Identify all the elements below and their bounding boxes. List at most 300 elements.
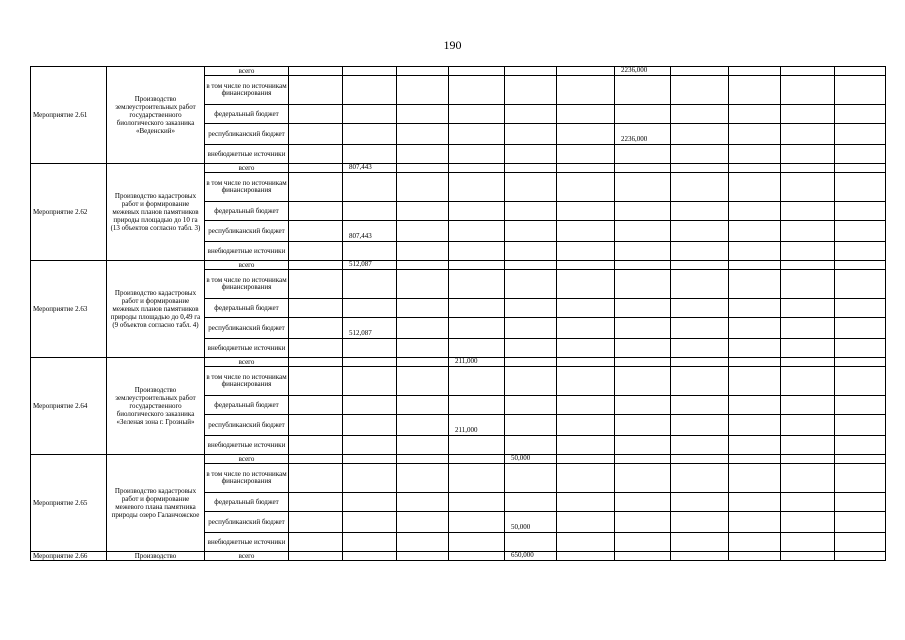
value-cell — [835, 318, 886, 339]
value-cell — [781, 299, 835, 318]
funding-source-label: федеральный бюджет — [205, 396, 289, 415]
value-cell — [449, 261, 505, 270]
value-cell — [781, 415, 835, 436]
value-cell — [671, 415, 729, 436]
value-cell — [671, 533, 729, 552]
value-cell — [729, 221, 781, 242]
value-cell — [557, 464, 615, 493]
value-cell — [729, 270, 781, 299]
value-cell — [835, 76, 886, 105]
budget-table — [30, 66, 886, 561]
funding-source-label: в том числе по источникам финансирования — [205, 173, 289, 202]
value-cell: 211,000 — [449, 415, 505, 436]
value-cell — [505, 173, 557, 202]
value-cell — [397, 367, 449, 396]
value-cell — [449, 164, 505, 173]
value-cell — [289, 436, 343, 455]
value-cell — [505, 124, 557, 145]
value-cell — [557, 512, 615, 533]
funding-source-label: в том числе по источникам финансирования — [205, 76, 289, 105]
value-cell — [781, 493, 835, 512]
value-cell — [557, 124, 615, 145]
value-cell — [449, 202, 505, 221]
funding-source-label: всего — [205, 455, 289, 464]
value-cell — [615, 533, 671, 552]
value-cell — [343, 552, 397, 561]
value-cell — [729, 164, 781, 173]
value-cell — [397, 533, 449, 552]
value-cell — [289, 221, 343, 242]
value-cell — [615, 455, 671, 464]
value-cell — [835, 270, 886, 299]
value-cell — [289, 358, 343, 367]
value-cell — [343, 367, 397, 396]
value-cell — [781, 339, 835, 358]
value-cell — [835, 339, 886, 358]
value-cell — [289, 455, 343, 464]
value-cell — [505, 358, 557, 367]
value-cell — [729, 124, 781, 145]
value-cell — [729, 358, 781, 367]
value-cell — [397, 105, 449, 124]
value-cell: 807,443 — [343, 221, 397, 242]
measure-description: Производство землеустроительных работ государственного биологического заказника «Веденский» — [107, 67, 205, 164]
value-cell: 512,087 — [343, 261, 397, 270]
value-cell — [343, 533, 397, 552]
value-cell — [615, 318, 671, 339]
value-cell — [505, 493, 557, 512]
value-cell — [729, 396, 781, 415]
value-cell — [289, 173, 343, 202]
value-cell — [505, 76, 557, 105]
value-cell — [449, 318, 505, 339]
value-cell — [289, 124, 343, 145]
value-cell — [449, 367, 505, 396]
value-cell — [505, 202, 557, 221]
value-cell — [835, 173, 886, 202]
value-cell — [505, 533, 557, 552]
funding-source-label: республиканский бюджет — [205, 221, 289, 242]
table-row — [31, 67, 886, 76]
value-cell — [729, 552, 781, 561]
value-cell — [835, 455, 886, 464]
value-cell — [615, 367, 671, 396]
value-cell — [615, 436, 671, 455]
value-cell — [557, 396, 615, 415]
value-cell — [671, 493, 729, 512]
value-cell — [835, 396, 886, 415]
value-cell — [671, 173, 729, 202]
value-cell — [343, 358, 397, 367]
measure-description: Производство кадастровых работ и формирование межевого плана памятника природы озеро Галанчожское — [107, 455, 205, 552]
value-cell — [397, 124, 449, 145]
value-cell — [343, 124, 397, 145]
value-cell — [781, 124, 835, 145]
value-cell: 807,443 — [343, 164, 397, 173]
funding-source-label: федеральный бюджет — [205, 493, 289, 512]
value-cell — [343, 270, 397, 299]
funding-source-label: федеральный бюджет — [205, 202, 289, 221]
value-cell — [615, 415, 671, 436]
value-cell — [557, 173, 615, 202]
value-cell — [397, 436, 449, 455]
funding-source-label: в том числе по источникам финансирования — [205, 270, 289, 299]
value-cell — [781, 396, 835, 415]
funding-source-label: всего — [205, 164, 289, 173]
value-cell — [835, 552, 886, 561]
value-cell — [397, 358, 449, 367]
value-cell — [449, 124, 505, 145]
value-cell — [557, 436, 615, 455]
value-cell — [449, 270, 505, 299]
value-cell — [557, 242, 615, 261]
funding-source-label: всего — [205, 261, 289, 270]
value-cell — [449, 493, 505, 512]
value-cell — [557, 533, 615, 552]
value-cell — [397, 299, 449, 318]
value-cell — [449, 242, 505, 261]
value-cell — [397, 318, 449, 339]
value-cell — [449, 339, 505, 358]
value-cell — [671, 145, 729, 164]
measure-description: Производство кадастровых работ и формирование межевых планов памятников природы площадью до 10 га (13 объектов согласно табл. 3) — [107, 164, 205, 261]
value-cell — [397, 493, 449, 512]
value-cell — [671, 367, 729, 396]
value-cell — [835, 105, 886, 124]
value-cell — [343, 436, 397, 455]
value-cell — [343, 415, 397, 436]
value-cell — [671, 512, 729, 533]
value-cell — [505, 436, 557, 455]
value-cell — [615, 145, 671, 164]
value-cell — [397, 464, 449, 493]
value-cell — [289, 339, 343, 358]
value-cell — [289, 464, 343, 493]
value-cell: 50,000 — [505, 512, 557, 533]
value-cell — [505, 299, 557, 318]
value-cell — [835, 145, 886, 164]
value-cell — [729, 299, 781, 318]
value-cell — [343, 76, 397, 105]
value-cell — [505, 367, 557, 396]
value-cell — [835, 415, 886, 436]
value-cell — [557, 339, 615, 358]
value-cell — [343, 173, 397, 202]
value-cell — [671, 318, 729, 339]
value-cell — [289, 105, 343, 124]
value-cell — [781, 76, 835, 105]
value-cell — [781, 261, 835, 270]
value-cell — [505, 464, 557, 493]
value-cell — [343, 67, 397, 76]
value-cell — [615, 358, 671, 367]
value-cell — [449, 173, 505, 202]
funding-source-label: федеральный бюджет — [205, 299, 289, 318]
value-cell — [557, 164, 615, 173]
value-cell — [397, 67, 449, 76]
value-cell — [729, 512, 781, 533]
value-cell — [505, 105, 557, 124]
value-cell — [289, 202, 343, 221]
value-cell — [781, 105, 835, 124]
value-cell — [397, 221, 449, 242]
value-cell — [397, 339, 449, 358]
value-cell — [397, 145, 449, 164]
funding-source-label: федеральный бюджет — [205, 105, 289, 124]
value-cell — [729, 105, 781, 124]
measure-id: Мероприятие 2.64 — [31, 358, 107, 455]
value-cell — [557, 270, 615, 299]
value-cell: 211,000 — [449, 358, 505, 367]
value-cell: 512,087 — [343, 318, 397, 339]
value-cell — [781, 358, 835, 367]
measure-id: Мероприятие 2.65 — [31, 455, 107, 552]
value-cell — [671, 436, 729, 455]
measure-id: Мероприятие 2.62 — [31, 164, 107, 261]
value-cell — [671, 270, 729, 299]
value-cell — [343, 464, 397, 493]
value-cell — [343, 242, 397, 261]
value-cell — [835, 493, 886, 512]
value-cell — [449, 105, 505, 124]
funding-source-label: внебюджетные источники — [205, 242, 289, 261]
value-cell — [557, 145, 615, 164]
value-cell — [781, 552, 835, 561]
value-cell — [835, 367, 886, 396]
value-cell — [397, 415, 449, 436]
value-cell — [557, 105, 615, 124]
value-cell — [615, 493, 671, 512]
value-cell — [505, 145, 557, 164]
value-cell — [615, 221, 671, 242]
value-cell — [781, 145, 835, 164]
value-cell — [835, 464, 886, 493]
value-cell — [835, 261, 886, 270]
value-cell — [449, 552, 505, 561]
value-cell — [781, 367, 835, 396]
table-row — [31, 164, 886, 173]
value-cell — [781, 464, 835, 493]
value-cell — [557, 367, 615, 396]
value-cell — [397, 173, 449, 202]
funding-source-label: республиканский бюджет — [205, 124, 289, 145]
value-cell — [835, 242, 886, 261]
value-cell — [449, 455, 505, 464]
value-cell — [671, 202, 729, 221]
value-cell — [289, 164, 343, 173]
value-cell — [449, 145, 505, 164]
value-cell — [343, 455, 397, 464]
value-cell — [557, 358, 615, 367]
value-cell — [397, 202, 449, 221]
value-cell — [289, 270, 343, 299]
value-cell — [671, 261, 729, 270]
value-cell — [835, 533, 886, 552]
value-cell — [835, 124, 886, 145]
measure-description: Производство землеустроительных работ государственного биологического заказника «Зеленая зона г. Грозный» — [107, 358, 205, 455]
table-row — [31, 358, 886, 367]
value-cell — [397, 455, 449, 464]
value-cell — [557, 202, 615, 221]
value-cell — [343, 512, 397, 533]
funding-source-label: всего — [205, 67, 289, 76]
value-cell — [289, 512, 343, 533]
value-cell — [729, 367, 781, 396]
value-cell — [397, 76, 449, 105]
value-cell — [289, 76, 343, 105]
value-cell — [505, 396, 557, 415]
value-cell — [449, 512, 505, 533]
funding-source-label: всего — [205, 358, 289, 367]
value-cell — [289, 493, 343, 512]
value-cell — [781, 173, 835, 202]
value-cell — [449, 76, 505, 105]
value-cell — [615, 242, 671, 261]
value-cell — [449, 533, 505, 552]
value-cell — [397, 512, 449, 533]
value-cell — [835, 358, 886, 367]
value-cell — [781, 436, 835, 455]
value-cell — [781, 164, 835, 173]
value-cell — [343, 105, 397, 124]
table-row — [31, 455, 886, 464]
budget-table-body — [31, 67, 886, 561]
value-cell — [729, 202, 781, 221]
value-cell — [671, 164, 729, 173]
value-cell — [781, 455, 835, 464]
value-cell — [671, 396, 729, 415]
value-cell — [671, 358, 729, 367]
value-cell — [615, 299, 671, 318]
value-cell — [397, 396, 449, 415]
value-cell — [289, 67, 343, 76]
value-cell — [835, 164, 886, 173]
measure-id: Мероприятие 2.66 — [31, 552, 107, 561]
value-cell — [835, 299, 886, 318]
value-cell — [781, 67, 835, 76]
value-cell — [449, 396, 505, 415]
value-cell — [289, 261, 343, 270]
value-cell — [615, 396, 671, 415]
value-cell: 2236,000 — [615, 124, 671, 145]
value-cell — [343, 396, 397, 415]
value-cell — [343, 299, 397, 318]
value-cell — [671, 242, 729, 261]
value-cell — [781, 202, 835, 221]
value-cell — [557, 415, 615, 436]
page-number: 190 — [443, 38, 462, 52]
value-cell — [835, 436, 886, 455]
value-cell — [615, 76, 671, 105]
value-cell — [557, 552, 615, 561]
value-cell — [505, 242, 557, 261]
funding-source-label: в том числе по источникам финансирования — [205, 464, 289, 493]
funding-source-label: всего — [205, 552, 289, 561]
value-cell — [557, 493, 615, 512]
value-cell — [615, 173, 671, 202]
value-cell — [289, 318, 343, 339]
value-cell — [505, 415, 557, 436]
value-cell — [557, 261, 615, 270]
value-cell — [505, 339, 557, 358]
value-cell — [781, 221, 835, 242]
value-cell — [289, 367, 343, 396]
value-cell — [289, 242, 343, 261]
value-cell — [671, 124, 729, 145]
value-cell — [671, 552, 729, 561]
value-cell — [615, 202, 671, 221]
value-cell — [729, 493, 781, 512]
value-cell — [449, 299, 505, 318]
value-cell — [557, 455, 615, 464]
value-cell — [615, 512, 671, 533]
measure-description: Производство — [107, 552, 205, 561]
funding-source-label: внебюджетные источники — [205, 339, 289, 358]
value-cell — [835, 512, 886, 533]
value-cell — [449, 221, 505, 242]
value-cell: 650,000 — [505, 552, 557, 561]
value-cell — [557, 76, 615, 105]
value-cell — [671, 67, 729, 76]
value-cell — [781, 533, 835, 552]
value-cell — [729, 339, 781, 358]
value-cell — [729, 318, 781, 339]
funding-source-label: республиканский бюджет — [205, 415, 289, 436]
value-cell — [557, 67, 615, 76]
value-cell — [343, 493, 397, 512]
value-cell — [671, 105, 729, 124]
value-cell — [615, 105, 671, 124]
table-row — [31, 261, 886, 270]
value-cell — [449, 464, 505, 493]
value-cell — [835, 202, 886, 221]
value-cell — [557, 318, 615, 339]
measure-id: Мероприятие 2.63 — [31, 261, 107, 358]
value-cell — [729, 242, 781, 261]
value-cell — [671, 76, 729, 105]
value-cell — [615, 164, 671, 173]
value-cell — [397, 164, 449, 173]
value-cell — [343, 339, 397, 358]
value-cell: 50,000 — [505, 455, 557, 464]
measure-description: Производство кадастровых работ и формирование межевых планов памятников природы площадью до 0,49 га (9 объектов согласно табл. 4) — [107, 261, 205, 358]
value-cell — [289, 396, 343, 415]
value-cell — [289, 145, 343, 164]
value-cell — [671, 299, 729, 318]
value-cell — [781, 512, 835, 533]
value-cell — [505, 270, 557, 299]
value-cell — [671, 221, 729, 242]
value-cell — [781, 242, 835, 261]
value-cell — [615, 552, 671, 561]
measure-id: Мероприятие 2.61 — [31, 67, 107, 164]
value-cell — [671, 455, 729, 464]
funding-source-label: республиканский бюджет — [205, 512, 289, 533]
value-cell — [671, 339, 729, 358]
value-cell — [729, 173, 781, 202]
value-cell — [729, 533, 781, 552]
value-cell — [505, 261, 557, 270]
value-cell — [449, 436, 505, 455]
value-cell — [289, 299, 343, 318]
value-cell — [397, 552, 449, 561]
value-cell — [397, 261, 449, 270]
funding-source-label: республиканский бюджет — [205, 318, 289, 339]
funding-source-label: внебюджетные источники — [205, 145, 289, 164]
value-cell — [289, 415, 343, 436]
value-cell — [343, 202, 397, 221]
value-cell — [397, 270, 449, 299]
